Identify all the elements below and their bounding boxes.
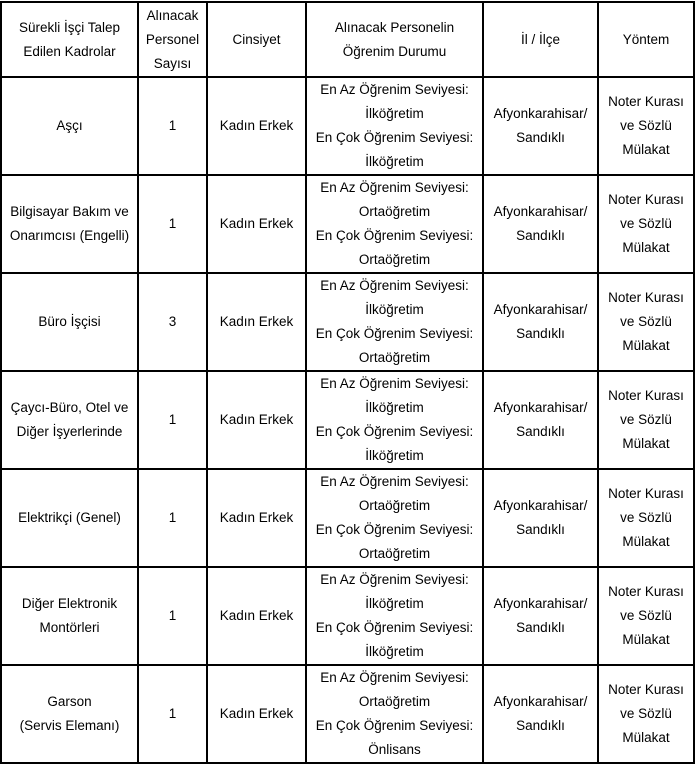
text-line: Sandıklı bbox=[516, 620, 565, 635]
text-line: ve Sözlü bbox=[620, 608, 672, 623]
text-line: 1 bbox=[168, 608, 177, 623]
text-line: En Az Öğrenim Seviyesi: bbox=[320, 670, 469, 685]
text-line: Mülakat bbox=[622, 534, 670, 549]
job-positions-table bbox=[0, 1, 695, 764]
text-line: Noter Kurası bbox=[608, 682, 684, 697]
text-line: ve Sözlü bbox=[620, 118, 672, 133]
text-line: Montörleri bbox=[39, 620, 100, 635]
text-line: Onarımcısı (Engelli) bbox=[9, 228, 130, 243]
text-line: Kadın Erkek bbox=[219, 412, 294, 427]
cell-il-ilce bbox=[483, 469, 598, 567]
text-line: Afyonkarahisar/ bbox=[493, 498, 588, 513]
text-line: Cinsiyet bbox=[232, 31, 281, 47]
text-line: ve Sözlü bbox=[620, 216, 672, 231]
text-line: Ortaöğretim bbox=[358, 252, 431, 267]
text-line: Öğrenim Durumu bbox=[342, 43, 447, 59]
cell-ogrenim-durumu bbox=[306, 665, 483, 763]
cell-il-ilce bbox=[483, 77, 598, 175]
header-personel-sayisi bbox=[138, 2, 207, 77]
text-line: Mülakat bbox=[622, 338, 670, 353]
text-line: Mülakat bbox=[622, 730, 670, 745]
text-line: En Az Öğrenim Seviyesi: bbox=[320, 180, 469, 195]
cell-kadro bbox=[1, 371, 138, 469]
text-line: Mülakat bbox=[622, 632, 670, 647]
text-line: 1 bbox=[168, 216, 177, 231]
cell-il-ilce bbox=[483, 175, 598, 273]
text-line: Mülakat bbox=[622, 436, 670, 451]
text-line: İl / İlçe bbox=[520, 31, 560, 47]
table-row bbox=[1, 469, 694, 567]
cell-personel-sayisi bbox=[138, 77, 207, 175]
text-line: Afyonkarahisar/ bbox=[493, 106, 588, 121]
header-ogrenim-durumu bbox=[306, 2, 483, 77]
text-line: Sürekli İşçi Talep bbox=[18, 19, 121, 35]
cell-cinsiyet bbox=[207, 273, 306, 371]
text-line: En Az Öğrenim Seviyesi: bbox=[320, 572, 469, 587]
text-line: İlköğretim bbox=[365, 106, 424, 121]
text-line: Ortaöğretim bbox=[358, 546, 431, 561]
text-line: ve Sözlü bbox=[620, 314, 672, 329]
cell-ogrenim-durumu bbox=[306, 469, 483, 567]
cell-personel-sayisi bbox=[138, 371, 207, 469]
text-line: En Çok Öğrenim Seviyesi: bbox=[315, 326, 474, 341]
text-line: Yöntem bbox=[622, 31, 670, 47]
cell-il-ilce bbox=[483, 273, 598, 371]
cell-yontem bbox=[598, 175, 694, 273]
text-line: Afyonkarahisar/ bbox=[493, 204, 588, 219]
text-line: Afyonkarahisar/ bbox=[493, 694, 588, 709]
text-line: Ortaöğretim bbox=[358, 204, 431, 219]
cell-cinsiyet bbox=[207, 371, 306, 469]
text-line: Noter Kurası bbox=[608, 584, 684, 599]
text-line: Mülakat bbox=[622, 240, 670, 255]
text-line: Noter Kurası bbox=[608, 290, 684, 305]
table-row bbox=[1, 371, 694, 469]
text-line: Noter Kurası bbox=[608, 486, 684, 501]
cell-ogrenim-durumu bbox=[306, 371, 483, 469]
text-line: Sandıklı bbox=[516, 326, 565, 341]
cell-yontem bbox=[598, 469, 694, 567]
cell-kadro bbox=[1, 567, 138, 665]
text-line: Afyonkarahisar/ bbox=[493, 302, 588, 317]
cell-ogrenim-durumu bbox=[306, 77, 483, 175]
cell-personel-sayisi bbox=[138, 175, 207, 273]
text-line: Ortaöğretim bbox=[358, 694, 431, 709]
cell-yontem bbox=[598, 273, 694, 371]
cell-kadro bbox=[1, 665, 138, 763]
text-line: Mülakat bbox=[622, 142, 670, 157]
text-line: 1 bbox=[168, 706, 177, 721]
cell-il-ilce bbox=[483, 371, 598, 469]
text-line: İlköğretim bbox=[365, 154, 424, 169]
text-line: Önlisans bbox=[368, 742, 421, 757]
text-line: En Az Öğrenim Seviyesi: bbox=[320, 474, 469, 489]
text-line: Noter Kurası bbox=[608, 388, 684, 403]
text-line: Afyonkarahisar/ bbox=[493, 400, 588, 415]
text-line: Diğer Elektronik bbox=[21, 596, 118, 611]
cell-personel-sayisi bbox=[138, 665, 207, 763]
text-line: Bilgisayar Bakım ve bbox=[10, 204, 129, 219]
cell-cinsiyet bbox=[207, 665, 306, 763]
text-line: Garson bbox=[47, 694, 92, 709]
cell-kadro bbox=[1, 175, 138, 273]
cell-ogrenim-durumu bbox=[306, 273, 483, 371]
table-row bbox=[1, 665, 694, 763]
text-line: Kadın Erkek bbox=[219, 510, 294, 525]
cell-ogrenim-durumu bbox=[306, 175, 483, 273]
text-line: (Servis Elemanı) bbox=[19, 718, 120, 733]
cell-personel-sayisi bbox=[138, 469, 207, 567]
text-line: Sayısı bbox=[153, 55, 192, 71]
text-line: En Çok Öğrenim Seviyesi: bbox=[315, 718, 474, 733]
cell-kadro bbox=[1, 469, 138, 567]
cell-personel-sayisi bbox=[138, 567, 207, 665]
text-line: Kadın Erkek bbox=[219, 118, 294, 133]
text-line: Ortaöğretim bbox=[358, 350, 431, 365]
text-line: En Çok Öğrenim Seviyesi: bbox=[315, 130, 474, 145]
cell-yontem bbox=[598, 567, 694, 665]
text-line: Edilen Kadrolar bbox=[23, 43, 116, 59]
text-line: İlköğretim bbox=[365, 596, 424, 611]
text-line: Diğer İşyerlerinde bbox=[16, 424, 123, 439]
cell-yontem bbox=[598, 371, 694, 469]
cell-cinsiyet bbox=[207, 469, 306, 567]
text-line: Noter Kurası bbox=[608, 94, 684, 109]
text-line: En Çok Öğrenim Seviyesi: bbox=[315, 424, 474, 439]
text-line: Sandıklı bbox=[516, 522, 565, 537]
text-line: Aşçı bbox=[56, 118, 83, 133]
header-row bbox=[1, 2, 694, 77]
text-line: İlköğretim bbox=[365, 302, 424, 317]
cell-kadro bbox=[1, 77, 138, 175]
text-line: Elektrikçi (Genel) bbox=[18, 510, 121, 525]
text-line: En Az Öğrenim Seviyesi: bbox=[320, 376, 469, 391]
header-kadrolar bbox=[1, 2, 138, 77]
text-line: İlköğretim bbox=[365, 400, 424, 415]
cell-il-ilce bbox=[483, 665, 598, 763]
header-il-ilce bbox=[483, 2, 598, 77]
text-line: 1 bbox=[168, 412, 177, 427]
table-row bbox=[1, 567, 694, 665]
text-line: Alınacak Personelin bbox=[334, 19, 455, 35]
table-row bbox=[1, 77, 694, 175]
text-line: Sandıklı bbox=[516, 718, 565, 733]
cell-il-ilce bbox=[483, 567, 598, 665]
cell-kadro bbox=[1, 273, 138, 371]
text-line: En Çok Öğrenim Seviyesi: bbox=[315, 620, 474, 635]
cell-cinsiyet bbox=[207, 175, 306, 273]
text-line: Sandıklı bbox=[516, 130, 565, 145]
cell-cinsiyet bbox=[207, 77, 306, 175]
text-line: Kadın Erkek bbox=[219, 216, 294, 231]
text-line: 3 bbox=[168, 314, 177, 329]
text-line: Sandıklı bbox=[516, 228, 565, 243]
text-line: ve Sözlü bbox=[620, 510, 672, 525]
text-line: İlköğretim bbox=[365, 448, 424, 463]
text-line: 1 bbox=[168, 118, 177, 133]
text-line: Afyonkarahisar/ bbox=[493, 596, 588, 611]
text-line: İlköğretim bbox=[365, 644, 424, 659]
header-yontem bbox=[598, 2, 694, 77]
text-line: Kadın Erkek bbox=[219, 706, 294, 721]
text-line: ve Sözlü bbox=[620, 706, 672, 721]
text-line: ve Sözlü bbox=[620, 412, 672, 427]
text-line: 1 bbox=[168, 510, 177, 525]
header-cinsiyet bbox=[207, 2, 306, 77]
cell-cinsiyet bbox=[207, 567, 306, 665]
cell-yontem bbox=[598, 665, 694, 763]
cell-ogrenim-durumu bbox=[306, 567, 483, 665]
text-line: En Çok Öğrenim Seviyesi: bbox=[315, 522, 474, 537]
text-line: En Az Öğrenim Seviyesi: bbox=[320, 82, 469, 97]
text-line: Personel bbox=[145, 31, 200, 47]
table-row bbox=[1, 273, 694, 371]
cell-personel-sayisi bbox=[138, 273, 207, 371]
text-line: Kadın Erkek bbox=[219, 314, 294, 329]
cell-yontem bbox=[598, 77, 694, 175]
table-row bbox=[1, 175, 694, 273]
text-line: Büro İşçisi bbox=[38, 314, 101, 329]
text-line: Çaycı-Büro, Otel ve bbox=[10, 400, 129, 415]
text-line: En Az Öğrenim Seviyesi: bbox=[320, 278, 469, 293]
text-line: Kadın Erkek bbox=[219, 608, 294, 623]
text-line: Noter Kurası bbox=[608, 192, 684, 207]
text-line: En Çok Öğrenim Seviyesi: bbox=[315, 228, 474, 243]
text-line: Sandıklı bbox=[516, 424, 565, 439]
text-line: Ortaöğretim bbox=[358, 498, 431, 513]
text-line: Alınacak bbox=[146, 7, 199, 23]
